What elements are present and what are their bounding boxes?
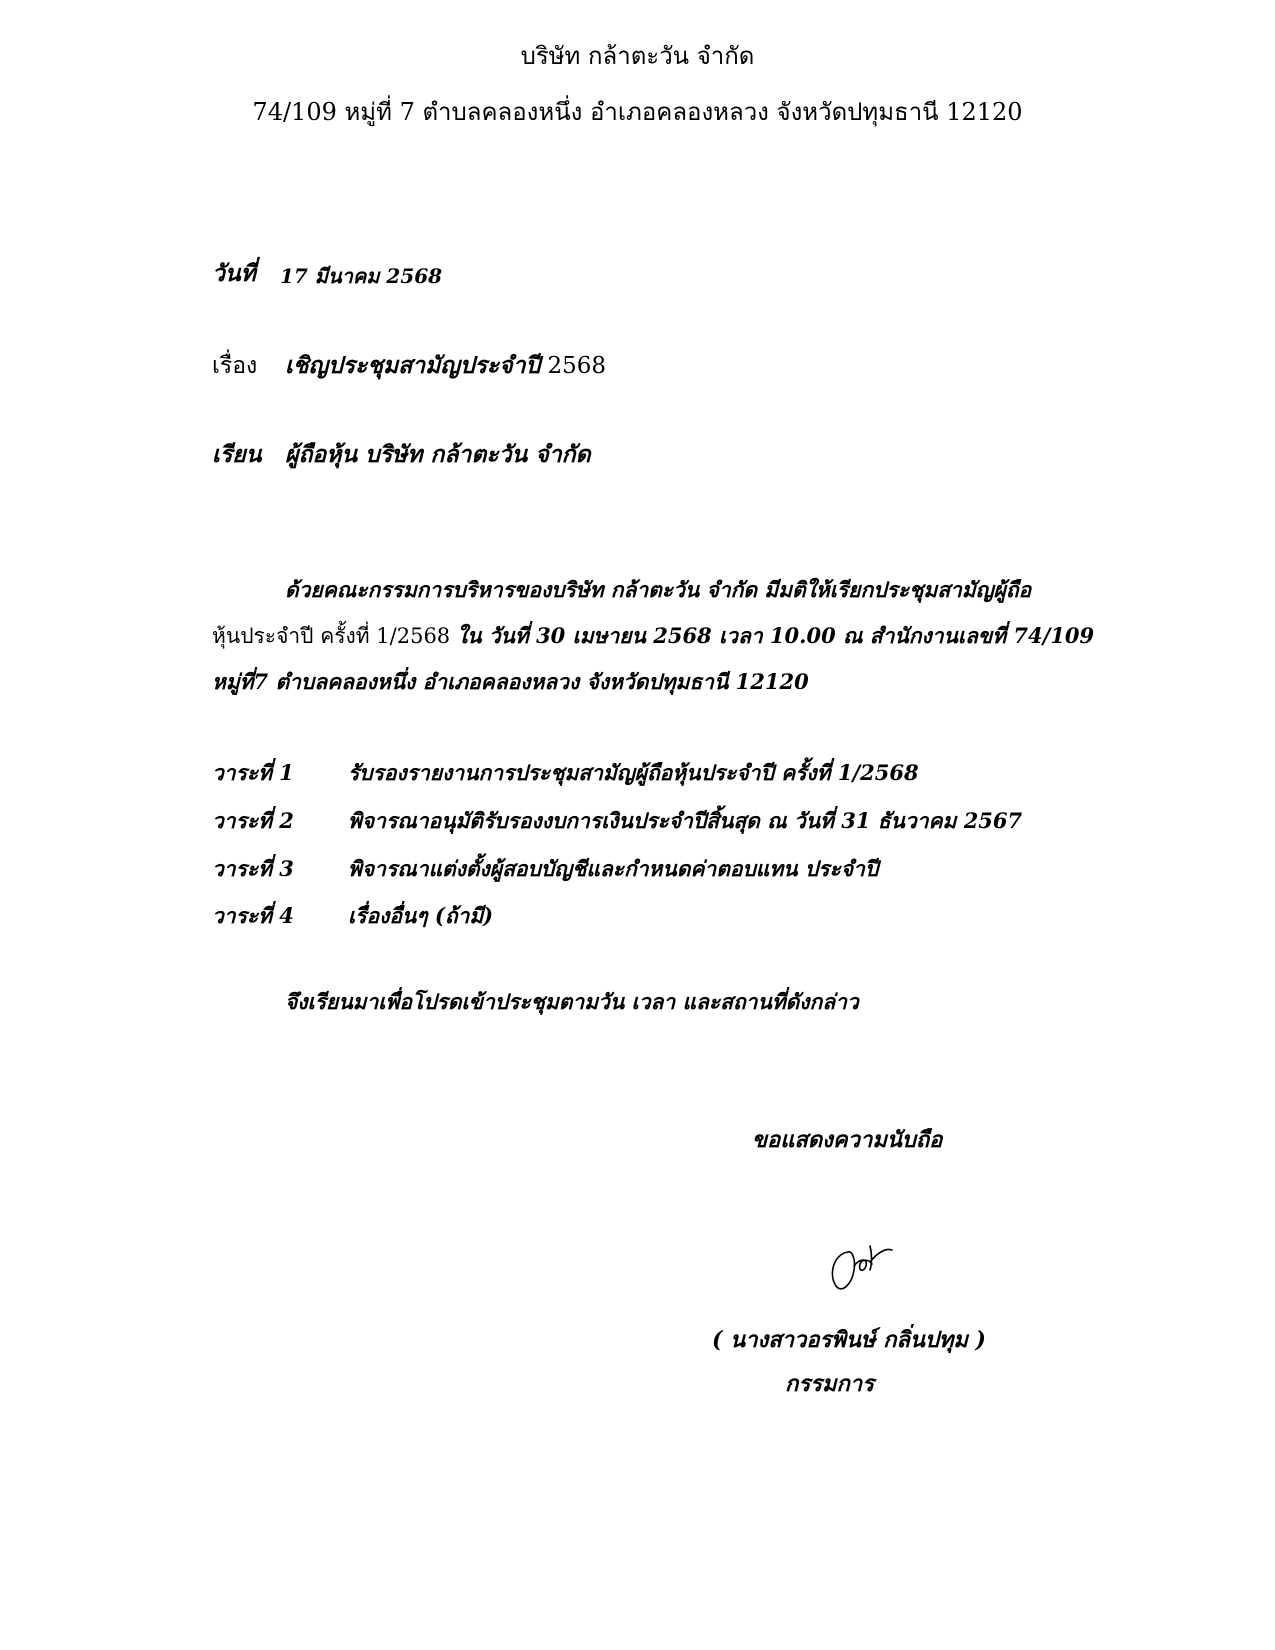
to-value: ผู้ถือหุ้น บริษัท กล้าตะวัน จำกัด: [285, 441, 591, 468]
subject-line: [285, 348, 606, 384]
agenda-text-2: พิจารณาอนุมัติรับรองงบการเงินประจำปีสิ้นสุด ณ วันที่ 31 ธันวาคม 2567: [348, 808, 1023, 833]
handwritten-signature: [826, 1240, 906, 1300]
agenda-label-3: วาระที่ 3: [212, 856, 294, 881]
to-label: เรียน: [212, 441, 262, 468]
agenda-text-1: รับรองรายงานการประชุมสามัญผู้ถือหุ้นประจำปี ครั้งที่ 1/2568: [348, 760, 919, 785]
subject-value: เชิญประชุมสามัญประจำปี: [285, 352, 541, 379]
agenda-text-3: พิจารณาแต่งตั้งผู้สอบบัญชีและกำหนดค่าตอบแทน ประจำปี: [348, 856, 879, 881]
date-label: วันที่: [212, 260, 256, 287]
subject-year: 2568: [540, 353, 607, 379]
regards-text: ขอแสดงความนับถือ: [752, 1127, 943, 1153]
subject-label: เรื่อง: [212, 353, 258, 379]
agenda-label-4: วาระที่ 4: [212, 903, 294, 928]
body-line-3: หมู่ที่7 ตำบลคลองหนึ่ง อำเภอคลองหลวง จังหวัดปทุมธานี 12120: [212, 669, 809, 694]
body-line-1: ด้วยคณะกรรมการบริหารของบริษัท กล้าตะวัน จำกัด มีมติให้เรียกประชุมสามัญผู้ถือ: [285, 577, 1032, 602]
body-line-2: [212, 620, 1094, 653]
company-address: 74/109 หมู่ที่ 7 ตำบลคลองหนึ่ง อำเภอคลองหลวง จังหวัดปทุมธานี 12120: [252, 98, 1023, 126]
agenda-label-2: วาระที่ 2: [212, 808, 294, 833]
date-value: 17 มีนาคม 2568: [280, 264, 443, 288]
closing-text: จึงเรียนมาเพื่อโปรดเข้าประชุมตามวัน เวลา และสถานที่ดังกล่าว: [285, 989, 859, 1014]
agenda-text-4: เรื่องอื่นๆ (ถ้ามี): [348, 903, 494, 928]
signer-name: ( นางสาวอรพินษ์ กลิ่นปทุม ): [712, 1327, 986, 1353]
body-line-2-regular: หุ้นประจำปี ครั้งที่ 1/2568: [212, 624, 457, 648]
agenda-label-1: วาระที่ 1: [212, 760, 294, 785]
company-name: บริษัท กล้าตะวัน จำกัด: [520, 42, 755, 70]
signer-title: กรรมการ: [785, 1371, 874, 1397]
body-line-2-italic: ใน วันที่ 30 เมษายน 2568 เวลา 10.00 ณ สำนักงานเลขที่ 74/109: [456, 623, 1095, 648]
